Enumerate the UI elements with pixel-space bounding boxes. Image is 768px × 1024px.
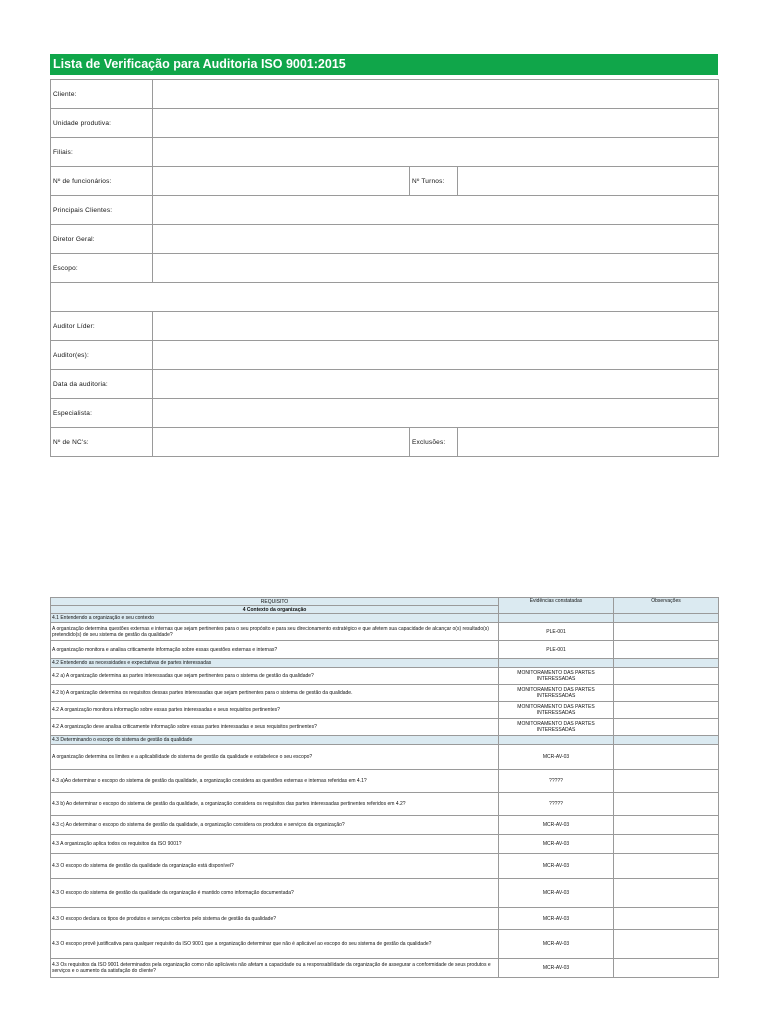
requisito-cell: A organização determina os limites e a aplicabilidade do sistema de gestão da qualidade e estabelece o seu escopo? xyxy=(51,745,499,770)
table-row xyxy=(51,959,719,978)
auditor-lider-label: Auditor Líder: xyxy=(51,312,153,341)
observacao-cell[interactable] xyxy=(614,736,719,745)
evidencia-cell[interactable]: PLE-001 xyxy=(499,623,614,641)
evidencia-cell[interactable] xyxy=(499,659,614,668)
evidencia-cell[interactable]: ????? xyxy=(499,793,614,816)
table-row xyxy=(51,685,719,702)
requirements-table xyxy=(50,597,719,978)
requisito-cell: 4.1 Entendendo a organização e seu contexto xyxy=(51,614,499,623)
table-row xyxy=(51,719,719,736)
evidencia-cell[interactable]: PLE-001 xyxy=(499,641,614,659)
requisito-cell: 4.2 Entendendo as necessidades e expectativas de partes interessadas xyxy=(51,659,499,668)
escopo-label: Escopo: xyxy=(51,254,153,283)
filiais-label: Filiais: xyxy=(51,138,153,167)
evidencia-cell[interactable]: ????? xyxy=(499,770,614,793)
funcionarios-field[interactable] xyxy=(153,167,410,196)
requisito-cell: 4.2 A organização monitora informação sobre essas partes interessadas e seus requisitos pertinentes? xyxy=(51,702,499,719)
table-row xyxy=(51,641,719,659)
funcionarios-label: Nº de funcionários: xyxy=(51,167,153,196)
evidencia-cell[interactable]: MCR-AV-03 xyxy=(499,816,614,835)
principais-clientes-label: Principais Clientes: xyxy=(51,196,153,225)
table-row xyxy=(51,816,719,835)
data-auditoria-field[interactable] xyxy=(153,370,719,399)
observacao-cell[interactable] xyxy=(614,719,719,736)
col-header-requisito: REQUISITO xyxy=(51,598,499,606)
requisito-cell: 4.3 O escopo declara os tipos de produtos e serviços cobertos pelo sistema de gestão da qualidade? xyxy=(51,908,499,930)
diretor-label: Diretor Geral: xyxy=(51,225,153,254)
blank-row xyxy=(51,283,719,312)
evidencia-cell[interactable]: MCR-AV-03 xyxy=(499,959,614,978)
exclusoes-label: Exclusões: xyxy=(410,428,458,457)
table-row xyxy=(51,930,719,959)
especialista-field[interactable] xyxy=(153,399,719,428)
auditores-field[interactable] xyxy=(153,341,719,370)
evidencia-cell[interactable]: MONITORAMENTO DAS PARTES INTERESSADAS xyxy=(499,719,614,736)
turnos-label: Nº Turnos: xyxy=(410,167,458,196)
observacao-cell[interactable] xyxy=(614,659,719,668)
observacao-cell[interactable] xyxy=(614,641,719,659)
requisito-cell: 4.3 c) Ao determinar o escopo do sistema de gestão da qualidade, a organização considera os produtos e serviços da organização? xyxy=(51,816,499,835)
observacao-cell[interactable] xyxy=(614,770,719,793)
requisito-cell: 4.2 b) A organização determina os requisitos dessas partes interessadas que sejam pertinentes para o sistema de gestão da qualidade. xyxy=(51,685,499,702)
requisito-cell: 4.3 Os requisitos da ISO 9001 determinados pela organização como não aplicáveis não afetam a capacidade ou a responsabilidade da organização de assegurar a conformidade de seus produtos e serviços e o aumento da satisfação do cliente? xyxy=(51,959,499,978)
ncs-field[interactable] xyxy=(153,428,410,457)
observacao-cell[interactable] xyxy=(614,614,719,623)
evidencia-cell[interactable] xyxy=(499,736,614,745)
section-row xyxy=(51,736,719,745)
table-row xyxy=(51,879,719,908)
data-auditoria-label: Data da auditoria: xyxy=(51,370,153,399)
table-row xyxy=(51,623,719,641)
observacao-cell[interactable] xyxy=(614,745,719,770)
table-row xyxy=(51,854,719,879)
escopo-field[interactable] xyxy=(153,254,719,283)
requisito-cell: 4.3 b) Ao determinar o escopo do sistema de gestão da qualidade, a organização considera os requisitos das partes interessadas pertinentes referidos em 4.2? xyxy=(51,793,499,816)
col-header-evidencias: Evidências constatadas xyxy=(499,598,614,614)
evidencia-cell[interactable]: MCR-AV-03 xyxy=(499,879,614,908)
table-row xyxy=(51,908,719,930)
table-row xyxy=(51,668,719,685)
requisito-cell: 4.2 a) A organização determina as partes interessadas que sejam pertinentes para o sistema de gestão da qualidade? xyxy=(51,668,499,685)
unidade-label: Unidade produtiva: xyxy=(51,109,153,138)
requisito-cell: 4.3 O escopo provê justificativa para qualquer requisito da ISO 9001 que a organização determinar que não é aplicável ao escopo do seu sistema de gestão da qualidade? xyxy=(51,930,499,959)
observacao-cell[interactable] xyxy=(614,623,719,641)
section-title: 4 Contexto da organização xyxy=(51,606,499,614)
observacao-cell[interactable] xyxy=(614,793,719,816)
observacao-cell[interactable] xyxy=(614,835,719,854)
auditores-label: Auditor(es): xyxy=(51,341,153,370)
evidencia-cell[interactable]: MCR-AV-03 xyxy=(499,908,614,930)
observacao-cell[interactable] xyxy=(614,685,719,702)
section-row xyxy=(51,614,719,623)
document-title: Lista de Verificação para Auditoria ISO 9001:2015 xyxy=(50,54,718,75)
cliente-label: Cliente: xyxy=(51,80,153,109)
table-row xyxy=(51,835,719,854)
observacao-cell[interactable] xyxy=(614,930,719,959)
observacao-cell[interactable] xyxy=(614,879,719,908)
requisito-cell: 4.3 O escopo do sistema de gestão da qualidade da organização está disponível? xyxy=(51,854,499,879)
evidencia-cell[interactable]: MCR-AV-03 xyxy=(499,745,614,770)
principais-clientes-field[interactable] xyxy=(153,196,719,225)
ncs-label: Nº de NC's: xyxy=(51,428,153,457)
unidade-field[interactable] xyxy=(153,109,719,138)
evidencia-cell[interactable]: MONITORAMENTO DAS PARTES INTERESSADAS xyxy=(499,685,614,702)
requisito-cell: 4.3 a)Ao determinar o escopo do sistema de gestão da qualidade, a organização considera as questões externas e internas referidas em 4.1? xyxy=(51,770,499,793)
observacao-cell[interactable] xyxy=(614,959,719,978)
requisito-cell: 4.3 A organização aplica todos os requisitos da ISO 9001? xyxy=(51,835,499,854)
requisito-cell: 4.3 O escopo do sistema de gestão da qualidade da organização é mantido como informação documentada? xyxy=(51,879,499,908)
evidencia-cell[interactable]: MCR-AV-03 xyxy=(499,854,614,879)
observacao-cell[interactable] xyxy=(614,816,719,835)
requisito-cell: 4.2 A organização deve analisa criticamente informação sobre essas partes interessadas e seus requisitos pertinentes? xyxy=(51,719,499,736)
table-row xyxy=(51,770,719,793)
turnos-field[interactable] xyxy=(458,167,719,196)
requisito-cell: A organização monitora e analisa criticamente informação sobre essas questões externas e internas? xyxy=(51,641,499,659)
evidencia-cell[interactable]: MCR-AV-03 xyxy=(499,930,614,959)
evidencia-cell[interactable]: MONITORAMENTO DAS PARTES INTERESSADAS xyxy=(499,702,614,719)
table-row xyxy=(51,745,719,770)
section-row xyxy=(51,659,719,668)
observacao-cell[interactable] xyxy=(614,908,719,930)
col-header-observacoes: Observações xyxy=(614,598,719,614)
requisito-cell: 4.3 Determinando o escopo do sistema de gestão da qualidade xyxy=(51,736,499,745)
especialista-label: Especialista: xyxy=(51,399,153,428)
table-row xyxy=(51,793,719,816)
observacao-cell[interactable] xyxy=(614,854,719,879)
exclusoes-field[interactable] xyxy=(458,428,719,457)
observacao-cell[interactable] xyxy=(614,668,719,685)
observacao-cell[interactable] xyxy=(614,702,719,719)
requisito-cell: A organização determina questões externas e internas que sejam pertinentes para o seu propósito e para seu direcionamento estratégico e que afetem sua capacidade de alcançar o(s) resultado(s) pretendido(s) de seu sistema de gestão da qualidade? xyxy=(51,623,499,641)
filiais-field[interactable] xyxy=(153,138,719,167)
auditor-lider-field[interactable] xyxy=(153,312,719,341)
evidencia-cell[interactable]: MCR-AV-03 xyxy=(499,835,614,854)
diretor-field[interactable] xyxy=(153,225,719,254)
audit-header-form xyxy=(50,79,719,457)
table-row xyxy=(51,702,719,719)
evidencia-cell[interactable]: MONITORAMENTO DAS PARTES INTERESSADAS xyxy=(499,668,614,685)
cliente-field[interactable] xyxy=(153,80,719,109)
evidencia-cell[interactable] xyxy=(499,614,614,623)
